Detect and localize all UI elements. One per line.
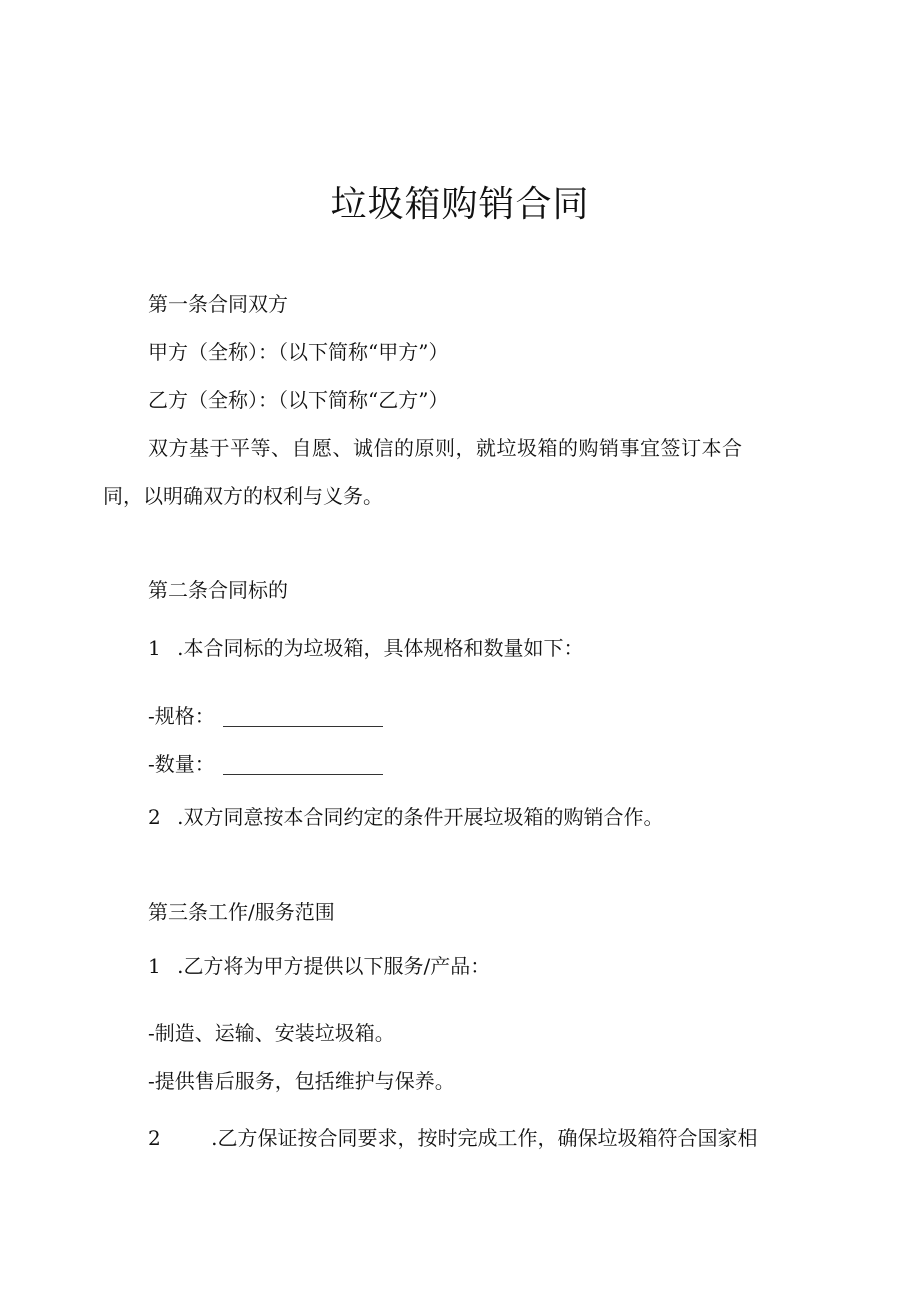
item-text: .本合同标的为垃圾箱，具体规格和数量如下： [177,636,584,660]
article1-paragraph-line2: 同，以明确双方的权利与义务。 [103,484,383,508]
article2-heading: 第二条合同标的 [148,578,288,602]
article3-bullet2: -提供售后服务，包括维护与保养。 [148,1069,455,1093]
item-text: .乙方将为甲方提供以下服务/产品： [177,954,491,978]
article1-paragraph-line1: 双方基于平等、自愿、诚信的原则，就垃圾箱的购销事宜签订本合 [148,436,743,460]
item-number: 2 [148,1126,161,1150]
document-title: 垃圾箱购销合同 [330,184,590,225]
quantity-blank-line [223,754,383,775]
article2-item2 [148,803,663,831]
quantity-label: -数量： [148,752,215,776]
spec-label: -规格： [148,704,215,728]
item-text: .双方同意按本合同约定的条件开展垃圾箱的购销合作。 [177,805,664,829]
article2-item1 [148,634,583,662]
item-number: 1 [148,954,161,978]
spec-field [148,702,383,730]
article3-bullet1: -制造、运输、安装垃圾箱。 [148,1021,395,1045]
article3-heading: 第三条工作/服务范围 [148,900,335,924]
article3-item1 [148,952,490,980]
item-text: .乙方保证按合同要求，按时完成工作，确保垃圾箱符合国家相 [211,1126,758,1150]
article3-item2 [148,1124,757,1152]
spec-blank-line [223,706,383,727]
party-a-line: 甲方（全称）：（以下简称“甲方”） [148,340,449,364]
item-number: 1 [148,636,161,660]
item-number: 2 [148,805,161,829]
quantity-field [148,750,383,778]
article1-heading: 第一条合同双方 [148,292,288,316]
party-b-line: 乙方（全称）：（以下简称“乙方”） [148,388,449,412]
